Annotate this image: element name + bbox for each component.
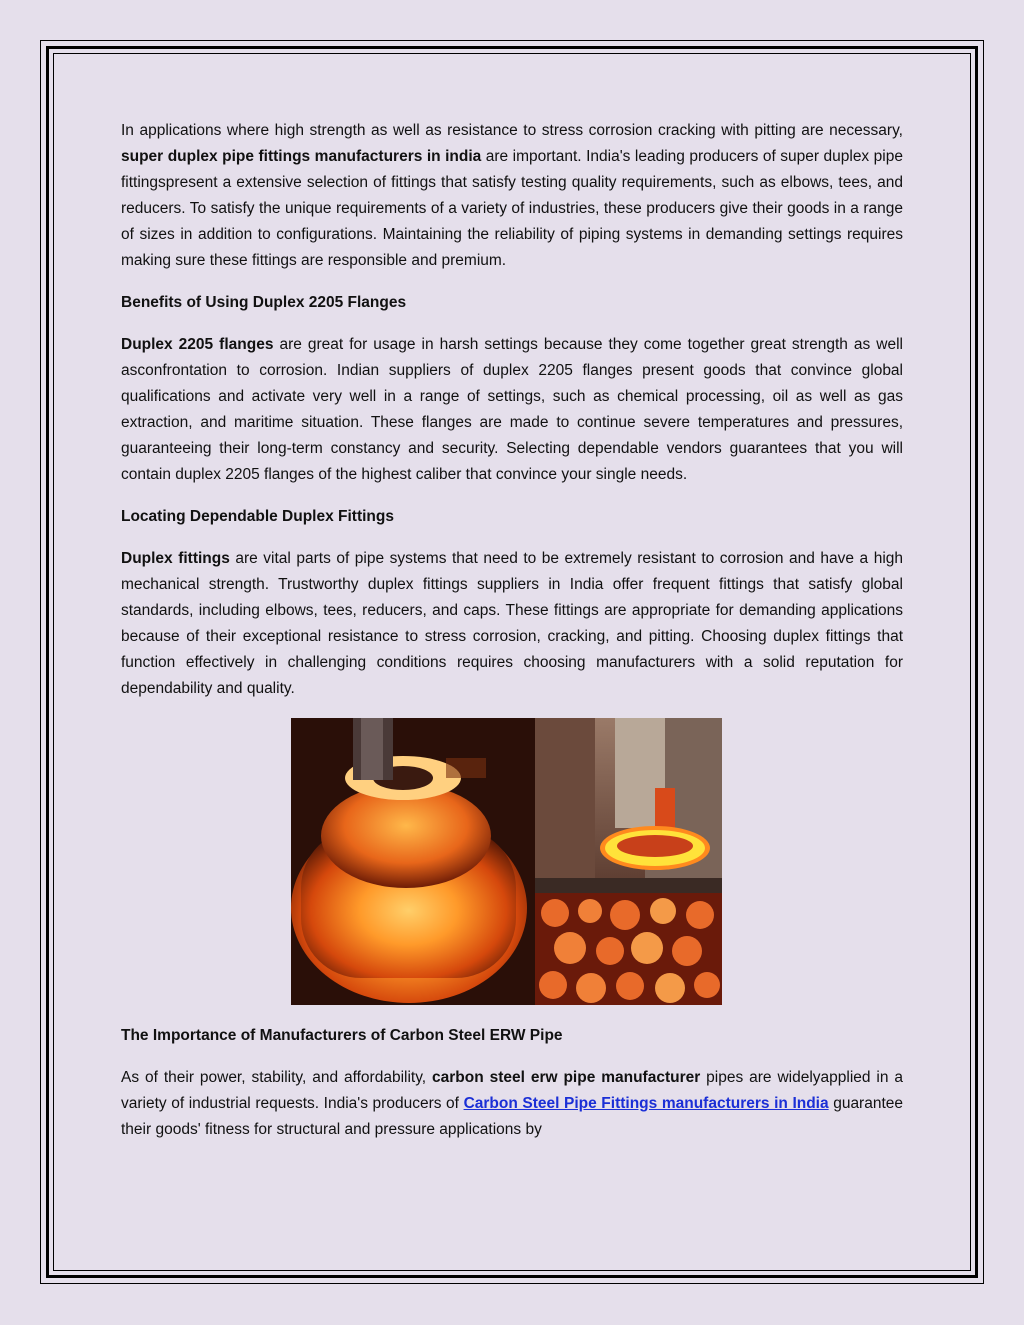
bold-duplex-fittings: Duplex fittings [121,550,230,567]
paragraph-super-duplex: In applications where high strength as well as resistance to stress corrosion cracking with pitting are necessary, super duplex pipe fittings manufacturers in india are important. India's leading producers of super duplex pipe fittingspresent a extensive selection of fittings that satisfy testing quality requirements, such as elbows, tees, and reducers. To satisfy the unique requirements of a variety of industries, these producers give their goods in a range of sizes in addition to configurations. Maintaining the reliability of piping systems in demanding settings requires making sure these fittings are responsible and premium. [121,122,903,269]
heading-carbon-steel-erw: The Importance of Manufacturers of Carbon Steel ERW Pipe [121,1027,563,1044]
forging-collage-image [291,718,722,1005]
heading-duplex-2205-flanges: Benefits of Using Duplex 2205 Flanges [121,294,407,311]
paragraph-duplex-2205: Duplex 2205 flanges are great for usage in harsh settings because they come together great strength as well asconfrontation to corrosion. Indian suppliers of duplex 2205 flanges present goods that convince global qualifications and activate very well in a range of settings, such as chemical processing, oil as well as gas extraction, and maritime situation. These flanges are made to continue severe temperatures and pressures, guaranteeing their long-term constancy and security. Selecting dependable vendors guarantees that you will contain duplex 2205 flanges of the highest caliber that convince your single needs. [121,336,903,483]
link-carbon-steel-fittings[interactable]: Carbon Steel Pipe Fittings manufacturers in India [463,1095,829,1112]
hot-fittings-batch-photo [535,893,722,1005]
paragraph-carbon-steel: As of their power, stability, and affordability, carbon steel erw pipe manufacturer pipes are widelyapplied in a variety of industrial requests. India's producers of Carbon Steel Pipe Fittings manufacturers in India guarantee their goods' fitness for structural and pressure applications by [121,1069,904,1138]
document-body [121,118,903,1159]
bold-duplex-2205: Duplex 2205 flanges [121,336,274,353]
glowing-ring-machine-photo [535,718,722,893]
paragraph-duplex-fittings: Duplex fittings are vital parts of pipe systems that need to be extremely resistant to corrosion and have a high mechanical strength. Trustworthy duplex fittings suppliers in India offer frequent fittings that satisfy global standards, including elbows, tees, reducers, and caps. These fittings are appropriate for demanding applications because of their exceptional resistance to stress corrosion, cracking, and pitting. Choosing duplex fittings that function effectively in challenging conditions requires choosing manufacturers with a solid reputation for dependability and quality. [121,550,903,697]
bold-super-duplex: super duplex pipe fittings manufacturers in india [121,148,482,165]
hot-ring-forging-photo [291,718,535,1005]
heading-duplex-fittings: Locating Dependable Duplex Fittings [121,508,394,525]
bold-carbon-steel-erw: carbon steel erw pipe manufacturer [432,1069,701,1086]
